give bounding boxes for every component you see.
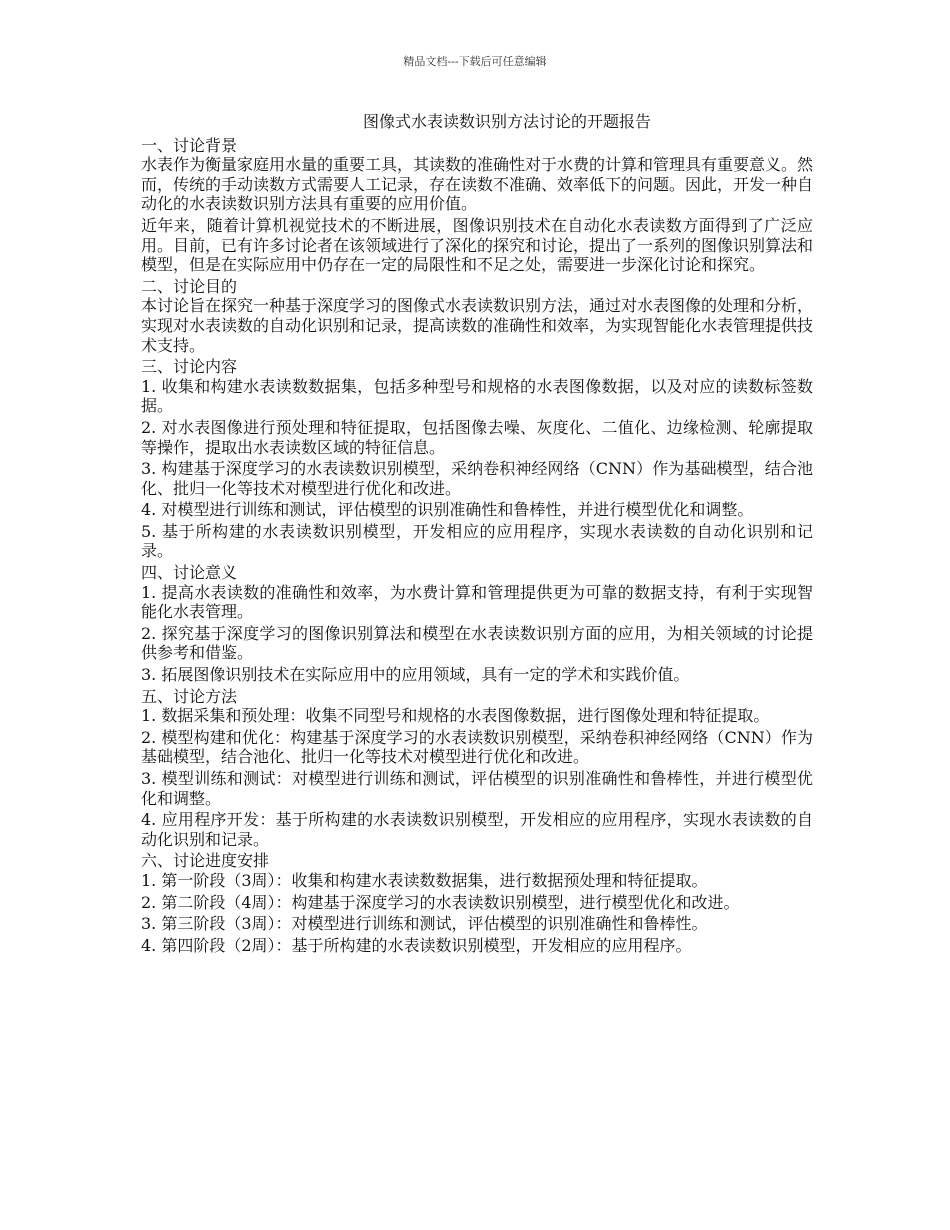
section-heading: 三、讨论内容 — [141, 357, 238, 377]
paragraph: 4. 应用程序开发：基于所构建的水表读数识别模型，开发相应的应用程序，实现水表读数的自动化识别和记录。 — [141, 810, 813, 849]
section-heading: 五、讨论方法 — [141, 686, 238, 706]
paragraph: 1. 提高水表读数的准确性和效率，为水费计算和管理提供更为可靠的数据支持，有利于实现智能化水表管理。 — [141, 582, 813, 622]
paragraph: 3. 模型训练和测试：对模型进行训练和测试，评估模型的识别准确性和鲁棒性，并进行模型优化和调整。 — [141, 769, 813, 808]
paragraph: 近年来，随着计算机视觉技术的不断进展，图像识别技术在自动化水表读数方面得到了广泛应用。目前，已有许多讨论者在该领域进行了深化的探究和讨论，提出了一系列的图像识别算法和模型，但是在实际应用中仍存在一定的局限性和不足之处，需要进一步深化讨论和探究。 — [141, 215, 814, 275]
paragraph: 2. 第二阶段（4周）：构建基于深度学习的水表读数识别模型，进行模型优化和改进。 — [141, 892, 740, 912]
paragraph: 水表作为衡量家庭用水量的重要工具，其读数的准确性对于水费的计算和管理具有重要意义。然而，传统的手动读数方式需要人工记录，存在读数不准确、效率低下的问题。因此，开发一种自动化的水表读数识别方法具有重要的应用价值。 — [141, 155, 814, 214]
section-heading: 四、讨论意义 — [141, 563, 238, 583]
section-heading: 二、讨论目的 — [141, 276, 238, 296]
paragraph: 3. 构建基于深度学习的水表读数识别模型，采纳卷积神经网络（CNN）作为基础模型，结合池化、批归一化等技术对模型进行优化和改进。 — [141, 459, 813, 498]
paragraph: 2. 对水表图像进行预处理和特征提取，包括图像去噪、灰度化、二值化、边缘检测、轮廓提取等操作，提取出水表读数区域的特征信息。 — [141, 417, 813, 457]
section-heading: 六、讨论进度安排 — [141, 851, 270, 871]
paragraph: 3. 第三阶段（3周）：对模型进行训练和测试，评估模型的识别准确性和鲁棒性。 — [141, 914, 708, 934]
paragraph: 3. 拓展图像识别技术在实际应用中的应用领域，具有一定的学术和实践价值。 — [141, 665, 690, 685]
document-body — [141, 112, 813, 957]
paragraph: 5. 基于所构建的水表读数识别模型，开发相应的应用程序，实现水表读数的自动化识别和记录。 — [141, 521, 813, 561]
section-heading: 一、讨论背景 — [141, 135, 238, 155]
page-header-note: 精品文档---下载后可任意编辑 — [403, 55, 547, 68]
paragraph: 4. 对模型进行训练和测试，评估模型的识别准确性和鲁棒性，并进行模型优化和调整。 — [141, 500, 754, 520]
paragraph: 1. 数据采集和预处理：收集不同型号和规格的水表图像数据，进行图像处理和特征提取。 — [141, 706, 770, 726]
document-title: 图像式水表读数识别方法讨论的开题报告 — [362, 112, 651, 131]
paragraph: 4. 第四阶段（2周）：基于所构建的水表读数识别模型，开发相应的应用程序。 — [141, 935, 692, 955]
paragraph: 1. 收集和构建水表读数数据集，包括多种型号和规格的水表图像数据，以及对应的读数标签数据。 — [141, 376, 813, 416]
document-content — [141, 136, 813, 956]
paragraph: 1. 第一阶段（3周）：收集和构建水表读数数据集，进行数据预处理和特征提取。 — [141, 870, 708, 890]
paragraph: 2. 模型构建和优化：构建基于深度学习的水表读数识别模型，采纳卷积神经网络（CNN）作为基础模型，结合池化、批归一化等技术对模型进行优化和改进。 — [141, 727, 813, 767]
paragraph: 2. 探究基于深度学习的图像识别算法和模型在水表读数识别方面的应用，为相关领域的讨论提供参考和借鉴。 — [141, 623, 813, 663]
paragraph: 本讨论旨在探究一种基于深度学习的图像式水表读数识别方法，通过对水表图像的处理和分析，实现对水表读数的自动化识别和记录，提高读数的准确性和效率，为实现智能化水表管理提供技术支持。 — [141, 296, 814, 355]
